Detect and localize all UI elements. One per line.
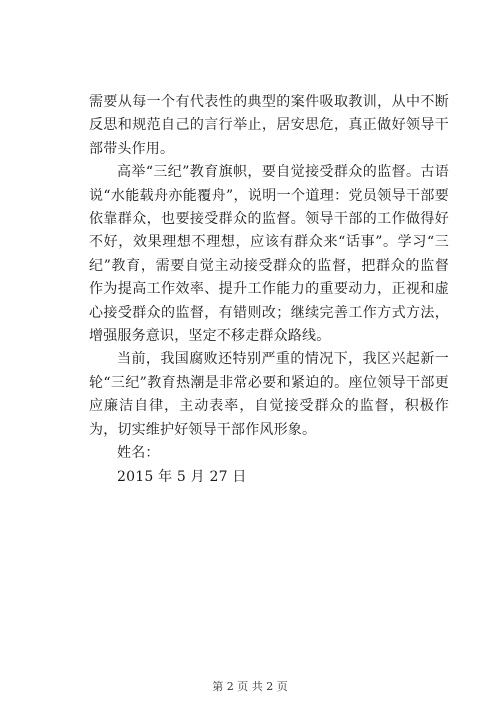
paragraph-conclusion: 当前，我国腐败还特别严重的情况下，我区兴起新一轮“三纪”教育热潮是非常必要和紧迫的。座位领导干部更应廉洁自律，主动表率，自觉接受群众的监督，积极作为，切实维护好领导干部作风形象。 [89,351,449,438]
signature-label: 姓名： [117,445,160,462]
page-footer: 第 2 页 共 2 页 [212,680,288,693]
paragraph-supervision: 高举“三纪”教育旗帜，要自觉接受群众的监督。古语说“水能载舟亦能覆舟”，说明一个道理：党员领导干部要依靠群众，也要接受群众的监督。领导干部的工作做得好不好，效果理想不理想，应该有群众来“话事”。学习“三纪”教育，需要自觉主动接受群众的监督，把群众的监督作为提高工作效率、提升工作能力的重要动力，正视和虚心接受群众的监督，有错则改；继续完善工作方式方法，增强服务意识，坚定不移走群众路线。 [89,164,449,345]
document-date: 2015 年 5 月 27 日 [117,468,247,485]
document-body [89,91,449,489]
paragraph-continuation: 需要从每一个有代表性的典型的案件吸取教训，从中不断反思和规范自己的言行举止，居安思危，真正做好领导干部带头作用。 [89,94,449,157]
